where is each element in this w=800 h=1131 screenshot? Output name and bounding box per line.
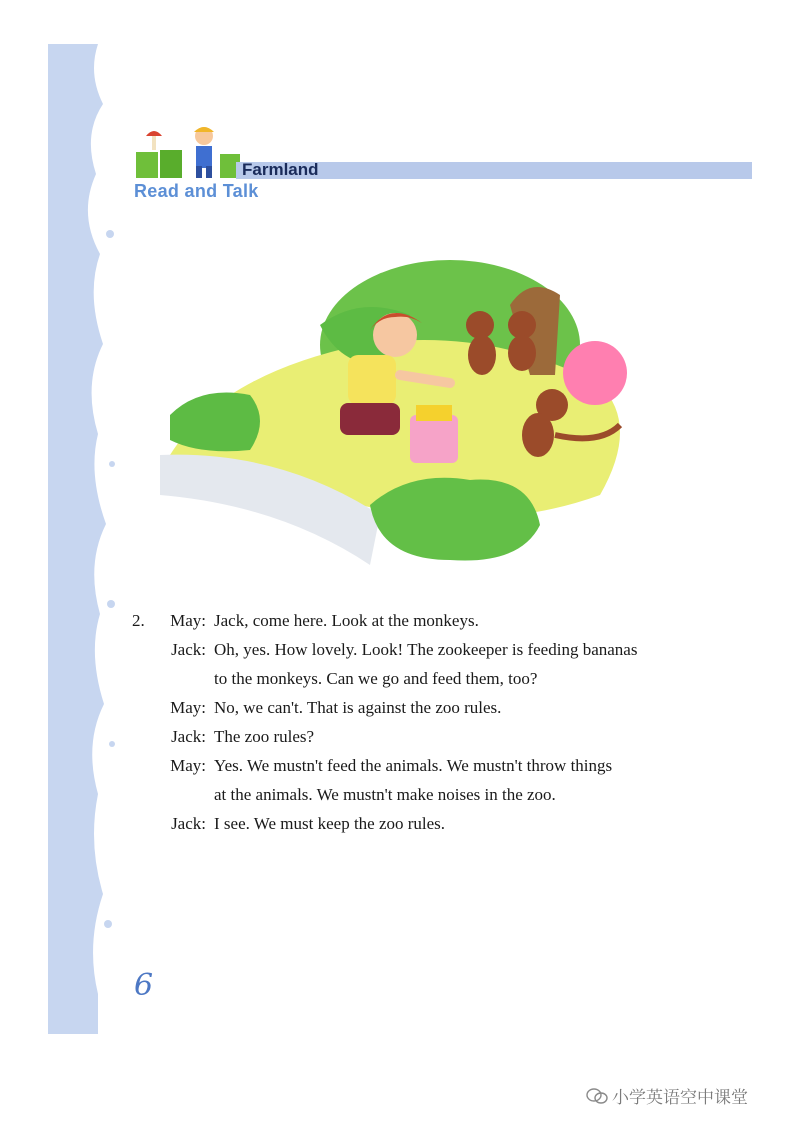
speaker-label: May: — [170, 698, 206, 717]
dialogue-line — [132, 722, 732, 751]
speaker-label: Jack: — [171, 727, 206, 746]
speaker-label: May: — [170, 611, 206, 630]
farmland-logo-icon — [132, 124, 242, 184]
dialogue-text: Yes. We mustn't feed the animals. We mustn't throw things — [214, 756, 613, 775]
dialogue-line — [132, 635, 732, 664]
dialogue-text: at the animals. We mustn't make noises in the zoo. — [214, 785, 556, 804]
wechat-icon — [586, 1087, 608, 1105]
dialogue-line — [132, 809, 732, 838]
dialogue-line — [132, 606, 732, 635]
dialogue-text: Jack, come here. Look at the monkeys. — [214, 611, 479, 630]
zoo-monkeys-illustration — [160, 255, 640, 565]
decorative-margin-band — [48, 44, 118, 1034]
watermark — [586, 1083, 748, 1108]
dialogue-line — [132, 780, 732, 809]
dialogue-text: Oh, yes. How lovely. Look! The zookeeper is feeding bananas — [214, 640, 638, 659]
speaker-label: Jack: — [171, 640, 206, 659]
watermark-text: 小学英语空中课堂 — [612, 1088, 748, 1108]
dialogue-text: The zoo rules? — [214, 727, 315, 746]
dialogue-line — [132, 664, 732, 693]
dialogue-line — [132, 751, 732, 780]
section-title: Read and Talk — [134, 181, 259, 201]
dialogue-line — [132, 693, 732, 722]
page-number: 6 — [134, 968, 154, 1003]
dialogue-text: to the monkeys. Can we go and feed them, too? — [214, 669, 538, 688]
dialogue-text: I see. We must keep the zoo rules. — [214, 814, 446, 833]
speaker-label: May: — [170, 756, 206, 775]
exercise-number: 2. — [132, 611, 145, 630]
dialogue-text: No, we can't. That is against the zoo rules. — [214, 698, 502, 717]
dialogue — [132, 606, 732, 838]
unit-title: Farmland — [242, 160, 319, 179]
speaker-label: Jack: — [171, 814, 206, 833]
